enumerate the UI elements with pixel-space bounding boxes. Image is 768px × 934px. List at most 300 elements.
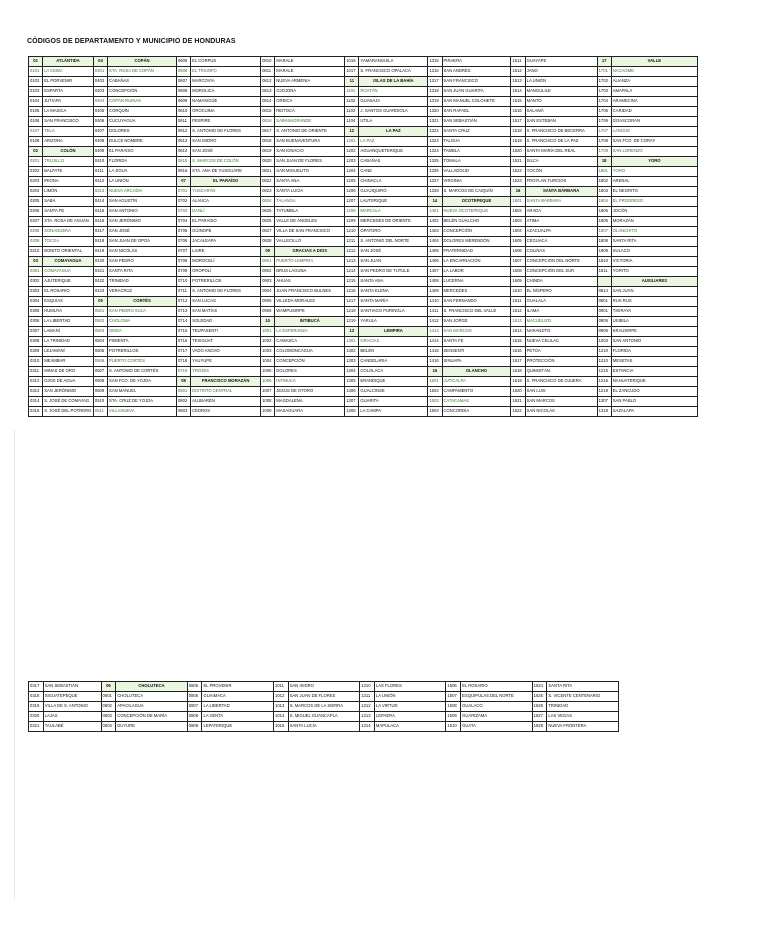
municipality-name: LAS FLORES (374, 682, 446, 692)
municipality-name: SAN LORENZO (611, 147, 697, 157)
municipality-code: 1514 (511, 87, 525, 97)
municipality-code: 1518 (511, 127, 525, 137)
municipality-code: 0306 (29, 317, 43, 327)
municipality-code: 1622 (511, 407, 525, 417)
municipality-code: 1619 (511, 377, 525, 387)
municipality-code: 0605 (176, 57, 190, 67)
municipality-name: S. ANTONIO DEL NORTE (359, 237, 428, 247)
table-row (29, 197, 698, 207)
municipality-code: 0812 (261, 77, 275, 87)
municipality-name: LIMÓN (43, 187, 94, 197)
municipality-name: SANTA MARÍA (359, 297, 428, 307)
municipality-code: 1701 (597, 67, 611, 77)
municipality-code: 0606 (176, 67, 190, 77)
municipality-name: COLINAS (525, 247, 597, 257)
municipality-name: SANTA ANA (359, 277, 428, 287)
department-code: 13 (345, 327, 359, 337)
municipality-name: ESTANCIA (611, 367, 697, 377)
municipality-name: SALAMÁ (525, 107, 597, 117)
municipality-code: 0510 (93, 397, 107, 407)
municipality-name: CONCEPCIÓN (442, 227, 511, 237)
municipality-code: 0422 (93, 277, 107, 287)
municipality-name: OROPOLÍ (191, 267, 261, 277)
municipality-code: 1001 (261, 327, 275, 337)
municipality-code: 1207 (345, 197, 359, 207)
municipality-name: EL NÍSPERO (525, 287, 597, 297)
municipality-code: 1218 (345, 307, 359, 317)
municipality-name: SAN LUIS (525, 387, 597, 397)
municipality-name: LUCERNA (442, 277, 511, 287)
municipality-name: LA UNIÓN (525, 77, 597, 87)
municipality-code: 0825 (261, 207, 275, 217)
municipality-name: YAUYUPE (191, 357, 261, 367)
municipality-code: 0420 (93, 257, 107, 267)
table-row (29, 257, 698, 267)
department-name: EL PARAÍSO (191, 177, 261, 187)
municipality-code: 1604 (511, 227, 525, 237)
table-row (29, 137, 698, 147)
municipality-code: 1013 (273, 702, 288, 712)
municipality-code: 0714 (176, 317, 190, 327)
municipality-name: S. FRANCISCO DE OJUERA (525, 377, 597, 387)
municipality-name: SANTA LUCÍA (288, 722, 360, 732)
table-row (29, 117, 698, 127)
municipality-code: 0814 (597, 287, 611, 297)
municipality-code: 1320 (428, 107, 442, 117)
municipality-code: 1307 (345, 397, 359, 407)
municipality-name: TRINIDAD (547, 702, 619, 712)
municipality-name: SAN RAFAEL (442, 107, 511, 117)
municipality-code: 1210 (345, 227, 359, 237)
municipality-name: MEÁMBAR (43, 357, 94, 367)
municipality-code: 1610 (511, 287, 525, 297)
municipality-name: CONCEPCIÓN (108, 87, 177, 97)
municipality-name: ESPARTA (43, 87, 94, 97)
municipality-name: NAMASIGÜE (191, 97, 261, 107)
municipality-code: 0107 (29, 127, 43, 137)
municipality-code: 0421 (93, 267, 107, 277)
municipality-name: VALLE DE ÁNGELES (275, 217, 345, 227)
municipality-name: OJOS DE AGUA (43, 377, 94, 387)
municipality-name: STA. ANA DE YUSGUARE (191, 167, 261, 177)
municipality-code: 1006 (261, 377, 275, 387)
table-row (29, 297, 698, 307)
municipality-name: CHINDA (525, 277, 597, 287)
municipality-name: SANTA RITA (611, 237, 697, 247)
municipality-name: TATUMBLA (275, 207, 345, 217)
municipality-name: CABAÑAS (108, 77, 177, 87)
municipality-name: REITOCA (275, 107, 345, 117)
municipality-code: 0706 (176, 237, 190, 247)
municipality-code: 1501 (428, 377, 442, 387)
department-name: CORTÉS (108, 297, 177, 307)
municipality-name: WAMPUSIRPE (275, 307, 345, 317)
municipality-name: JUTIAPA (43, 97, 94, 107)
municipality-code: 1704 (597, 97, 611, 107)
municipality-code: 0716 (176, 337, 190, 347)
department-code: 12 (345, 127, 359, 137)
table-row (29, 107, 698, 117)
municipality-name: MARALE (275, 67, 345, 77)
municipality-name: AZACUALPA (525, 227, 597, 237)
municipality-code: 1801 (597, 167, 611, 177)
municipality-name: SAN SEBASTIÁN (442, 117, 511, 127)
municipality-name: DUYURE (116, 722, 188, 732)
municipality-code: 0501 (93, 307, 107, 317)
municipality-name: MERCEDES DE ORIENTE (359, 217, 428, 227)
municipality-name: SAN JOSÉ (359, 247, 428, 257)
municipality-name: LAUTERIQUE (359, 197, 428, 207)
municipality-name: S. MIGUEL GUANCAPLA (288, 712, 360, 722)
table-row (29, 407, 698, 417)
municipality-code: 1304 (345, 367, 359, 377)
municipality-code: 0813 (261, 87, 275, 97)
municipality-code: 0821 (261, 167, 275, 177)
municipality-code: 0320 (29, 712, 44, 722)
municipality-code: 0901 (261, 257, 275, 267)
municipality-name: SAN FCO. DE CORAY (611, 137, 697, 147)
municipality-code: 0412 (93, 177, 107, 187)
municipality-code: 0905 (597, 317, 611, 327)
municipality-name: SAN MATÍAS (191, 307, 261, 317)
municipality-code: 0824 (261, 197, 275, 207)
municipality-name: SAN ANTONIO (611, 337, 697, 347)
table-row (29, 127, 698, 137)
municipality-code: 0818 (261, 137, 275, 147)
municipality-code: 0423 (93, 287, 107, 297)
municipality-code: 1219 (597, 387, 611, 397)
municipality-code: 0802 (176, 397, 190, 407)
municipality-name: SAN MARCOS (525, 397, 597, 407)
table-row (29, 377, 698, 387)
municipality-name: NUEVA OCOTEPEQUE (442, 207, 511, 217)
municipality-code: 1603 (511, 217, 525, 227)
municipality-name: OJOJONA (275, 87, 345, 97)
municipality-code: 1322 (428, 127, 442, 137)
municipality-name: CEGUACA (525, 237, 597, 247)
municipality-code: 1215 (597, 367, 611, 377)
municipality-name: SAN AGUSTÍN (108, 197, 177, 207)
municipality-name: S. FRANCISCO OPALACA (359, 67, 428, 77)
municipality-code: 1317 (428, 77, 442, 87)
municipality-code: 1523 (511, 177, 525, 187)
municipality-name: SAN JORGE (442, 317, 511, 327)
table-row (29, 307, 698, 317)
table-row (29, 177, 698, 187)
municipality-name: PROTECCIÓN (525, 357, 597, 367)
municipality-code: 0406 (93, 117, 107, 127)
municipality-name: MORAZÁN (611, 217, 697, 227)
municipality-code: 0305 (29, 307, 43, 317)
municipality-code: 0507 (93, 367, 107, 377)
municipality-code: 1503 (428, 397, 442, 407)
municipality-name: NARANJITO (525, 327, 597, 337)
municipality-code: 0614 (176, 147, 190, 157)
municipality-name: FROYLAN TURCIOS (525, 177, 597, 187)
bottom-table-body (29, 682, 619, 732)
table-row (29, 287, 698, 297)
municipality-code: 1325 (428, 157, 442, 167)
municipality-code: 1204 (345, 167, 359, 177)
municipality-name: S. MARCOS DE LA SIERRA (288, 702, 360, 712)
municipality-code: 1324 (428, 147, 442, 157)
municipality-name: BELÉN (359, 347, 428, 357)
municipality-name: JESÚS DE OTORO (275, 387, 345, 397)
municipality-code: 0418 (93, 237, 107, 247)
municipality-code: 1624 (532, 682, 547, 692)
municipality-name: SAN MARCOS (442, 327, 511, 337)
municipality-code: 1513 (511, 77, 525, 87)
municipality-code: 1103 (345, 107, 359, 117)
municipality-code: 0410 (93, 157, 107, 167)
table-row (29, 167, 698, 177)
municipality-name: TRUJILLO (43, 157, 94, 167)
municipality-name: YORO (611, 167, 697, 177)
municipality-name: MARCOVIA (191, 77, 261, 87)
municipality-name: SAN JUAN DE FLORES (288, 692, 360, 702)
municipality-name: PUERTO LEMPIRA (275, 257, 345, 267)
municipality-name: SANTA RITA (108, 267, 177, 277)
department-code: 03 (29, 257, 43, 267)
municipality-name: EL ROSARIO (43, 287, 94, 297)
municipality-code: 1502 (428, 387, 442, 397)
municipality-name: FRATERNIDAD (442, 247, 511, 257)
municipality-code: 1416 (428, 357, 442, 367)
municipality-name: OPATORO (359, 227, 428, 237)
municipality-name: S. MARCOS DE COLÓN (191, 157, 261, 167)
municipality-name: SAN ISIDRO (191, 137, 261, 147)
municipality-code: 1626 (532, 702, 547, 712)
municipality-code: 0509 (93, 387, 107, 397)
municipality-name: CONCEPCIÓN (275, 357, 345, 367)
municipality-code: 1628 (532, 722, 547, 732)
municipality-name: EL PORVENIR (43, 77, 94, 87)
municipality-name: SANTA LUCÍA (275, 187, 345, 197)
municipality-code: 1601 (511, 197, 525, 207)
municipality-name: LA LIBERTAD (43, 317, 94, 327)
municipality-code: 1408 (428, 277, 442, 287)
municipality-code: 0905 (261, 297, 275, 307)
municipality-code: 1318 (428, 87, 442, 97)
municipality-code: 1811 (597, 267, 611, 277)
municipality-name: SAN MIGUELITO (275, 167, 345, 177)
table-row (29, 712, 619, 722)
municipality-name: HUMUYA (43, 307, 94, 317)
municipality-code: 0209 (29, 237, 43, 247)
municipality-name: GUALCINSE (359, 387, 428, 397)
municipality-code: 1609 (511, 277, 525, 287)
municipality-code: 1101 (345, 87, 359, 97)
municipality-name: VILLA DE SAN FRANCISCO (275, 227, 345, 237)
table-row (29, 722, 619, 732)
municipality-name: VIRGINIA (442, 177, 511, 187)
municipality-code: 1014 (273, 712, 288, 722)
municipality-name: SAN ESTEBAN (525, 117, 597, 127)
municipality-code: 0204 (29, 187, 43, 197)
municipality-code: 1015 (273, 722, 288, 732)
table-row (29, 327, 698, 337)
municipality-code: 0823 (261, 187, 275, 197)
municipality-code: 1306 (345, 387, 359, 397)
municipality-code: 0711 (176, 287, 190, 297)
municipality-name: S. FRANCISCO DEL VALLE (442, 307, 511, 317)
municipality-code: 0826 (261, 217, 275, 227)
municipality-code: 1326 (428, 167, 442, 177)
table-row (29, 692, 619, 702)
municipality-name: SAN JOSÉ (191, 147, 261, 157)
municipality-code: 0210 (29, 247, 43, 257)
table-row (29, 87, 698, 97)
department-name: COLÓN (43, 147, 94, 157)
municipality-name: S. FRANCISCO DE BECERRA (525, 127, 597, 137)
municipality-name: SENSENTI (442, 347, 511, 357)
municipality-name: MAGDALENA (275, 397, 345, 407)
municipality-name: CAMPAMENTO (442, 387, 511, 397)
municipality-code: 0419 (93, 247, 107, 257)
municipality-code: 1808 (597, 237, 611, 247)
municipality-code: 1611 (511, 297, 525, 307)
municipality-code: 1614 (511, 327, 525, 337)
main-table-body (29, 57, 698, 417)
municipality-code: 1415 (428, 347, 442, 357)
municipality-code: 1327 (428, 177, 442, 187)
municipality-code: 1003 (261, 347, 275, 357)
department-code: 17 (597, 57, 611, 67)
municipality-name: CONCEPCIÓN DE MARÍA (116, 712, 188, 722)
municipality-name: LA TRINIDAD (43, 337, 94, 347)
municipality-code: 0506 (93, 357, 107, 367)
municipality-code: 1616 (511, 347, 525, 357)
municipality-code: 1620 (511, 387, 525, 397)
department-name: COMAYAGUA (43, 257, 94, 267)
municipality-code: 1210 (597, 347, 611, 357)
municipality-name: ALAUCA (191, 197, 261, 207)
table-row (29, 347, 698, 357)
municipality-code: 0709 (176, 267, 190, 277)
municipality-name: MAPULACA (374, 722, 446, 732)
municipality-name: GUAJIQUIRO (359, 187, 428, 197)
municipality-code: 0703 (176, 207, 190, 217)
municipality-name: S. ANTONIO DE CORTÉS (108, 367, 177, 377)
municipality-name: SANTA ANA (275, 177, 345, 187)
municipality-name: YROJES (191, 367, 261, 377)
department-code: 11 (345, 77, 359, 87)
municipality-code: 0901 (597, 307, 611, 317)
municipality-name: S. JOSÉ DEL POTRERO (43, 407, 94, 417)
municipality-name: RUS RUS (611, 297, 697, 307)
municipality-name: PESPIRE (191, 117, 261, 127)
municipality-name: SAN FRANCISCO (43, 117, 94, 127)
municipality-name: COLOMONCAGUA (275, 347, 345, 357)
municipality-code: 1703 (597, 87, 611, 97)
municipality-name: LAJAS (43, 712, 101, 722)
municipality-name: PIRAERA (442, 57, 511, 67)
municipality-name: TOCOA (43, 237, 94, 247)
municipality-name: NUEVA ARCADIA (108, 187, 177, 197)
municipality-code: 1602 (511, 207, 525, 217)
municipality-name: SAN FCO. DE YOJOA (108, 377, 177, 387)
municipality-code: 0317 (29, 682, 44, 692)
municipality-name: EL PROGRESO (611, 197, 697, 207)
municipality-code: 1011 (273, 682, 288, 692)
municipality-name: SAN FRANCISCO (442, 77, 511, 87)
municipality-code: 0715 (176, 327, 190, 337)
bottom-codes-table (28, 681, 619, 732)
municipality-name: S. MARCOS DE CAIQUÍN (442, 187, 511, 197)
municipality-name: USIBILA (611, 317, 697, 327)
municipality-code: 1706 (597, 117, 611, 127)
department-code (597, 277, 611, 287)
municipality-name: TIKIRAYA (611, 307, 697, 317)
municipality-name: GÜINOPE (191, 227, 261, 237)
municipality-name: JACALEAPA (191, 237, 261, 247)
municipality-code: 0805 (187, 682, 202, 692)
department-code: 16 (511, 187, 525, 197)
municipality-code: 0103 (29, 87, 43, 97)
municipality-name: EL CORPUS (191, 57, 261, 67)
municipality-code: 1009 (261, 407, 275, 417)
municipality-code: 0503 (93, 327, 107, 337)
municipality-code: 0302 (29, 277, 43, 287)
municipality-code: 1016 (345, 57, 359, 67)
department-name: INTIBUCÁ (275, 317, 345, 327)
municipality-code: 0601 (101, 692, 116, 702)
municipality-code: 1510 (446, 722, 461, 732)
municipality-name: CUCUYAGUA (108, 117, 177, 127)
municipality-code: 0704 (176, 217, 190, 227)
department-name: SANTA BÁRBARA (525, 187, 597, 197)
municipality-code: 0108 (29, 137, 43, 147)
municipality-name: INTIBUCÁ (275, 377, 345, 387)
table-row (29, 147, 698, 157)
municipality-name: LEJAMANÍ (43, 347, 94, 357)
municipality-name: VICTORIA (611, 257, 697, 267)
municipality-name: MARCALA (359, 207, 428, 217)
municipality-code: 1409 (428, 287, 442, 297)
municipality-code: 1607 (511, 257, 525, 267)
municipality-code: 0607 (176, 77, 190, 87)
municipality-name: CATACAMAS (442, 397, 511, 407)
municipality-name: QUIMISTÁN (525, 367, 597, 377)
municipality-name: LEPATERIQUE (202, 722, 274, 732)
municipality-code: 0820 (261, 157, 275, 167)
table-row (29, 57, 698, 67)
municipality-name: SABÁ (43, 197, 94, 207)
municipality-name: VALLADOLID (442, 167, 511, 177)
department-name: AUXILIARES (611, 277, 697, 287)
municipality-code: 1506 (446, 682, 461, 692)
municipality-code: 1008 (261, 397, 275, 407)
municipality-code: 0201 (29, 157, 43, 167)
municipality-code: 1002 (261, 337, 275, 347)
municipality-name: SANTA ELENA (359, 287, 428, 297)
municipality-code: 0301 (29, 267, 43, 277)
municipality-name: PIMIENTA (108, 337, 177, 347)
municipality-name: SAN JOSÉ (108, 227, 177, 237)
municipality-name: POTRERILLOS (108, 347, 177, 357)
municipality-name: DOLORES (108, 127, 177, 137)
municipality-code: 0205 (29, 197, 43, 207)
municipality-code: 1012 (273, 692, 288, 702)
municipality-name: SULACO (611, 247, 697, 257)
municipality-code: 0413 (93, 187, 107, 197)
municipality-name: JUAN FRANCISCO BULNES (275, 287, 345, 297)
municipality-name: ARADA (525, 207, 597, 217)
municipality-code: 1615 (511, 337, 525, 347)
municipality-code: 1302 (345, 347, 359, 357)
municipality-code: 0106 (29, 117, 43, 127)
municipality-code: 1520 (511, 147, 525, 157)
